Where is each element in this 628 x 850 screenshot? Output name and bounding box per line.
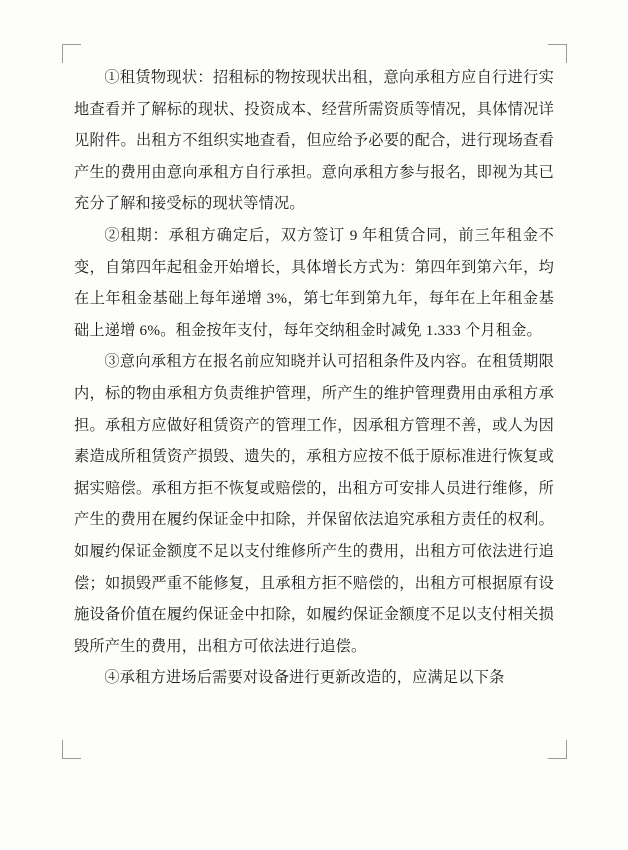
crop-mark-bottom-left [62,740,81,759]
crop-mark-bottom-right [548,740,567,759]
document-body [74,62,554,694]
crop-mark-top-right [548,44,567,63]
paragraph-1: ①租赁物现状：招租标的物按现状出租，意向承租方应自行进行实地查看并了解标的现状、投资成本、经营所需资质等情况，具体情况详见附件。出租方不组织实地查看，但应给予必要的配合，进行现场查看产生的费用由意向承租方自行承担。意向承租方参与报名，即视为其已充分了解和接受标的现状等情况。 [74,69,554,213]
paragraph-2: ②租期：承租方确定后，双方签订 9 年租赁合同，前三年租金不变，自第四年起租金开始增长，具体增长方式为：第四年到第六年，均在上年租金基础上每年递增 3%，第七年到第九年，每年在上年租金基础上递增 6%。租金按年支付，每年交纳租金时减免 1.333 个月租金。 [74,226,554,339]
paragraph-3: ③意向承租方在报名前应知晓并认可招租条件及内容。在租赁期限内，标的物由承租方负责维护管理，所产生的维护管理费用由承租方承担。承租方应做好租赁资产的管理工作，因承租方管理不善，或人为因素造成所租赁资产损毁、遗失的，承租方应按不低于原标准进行恢复或据实赔偿。承租方拒不恢复或赔偿的，出租方可安排人员进行维修，所产生的费用在履约保证金中扣除，并保留依法追究承租方责任的权利。如履约保证金额度不足以支付维修所产生的费用，出租方可依法进行追偿；如损毁严重不能修复，且承租方拒不赔偿的，出租方可根据原有设施设备价值在履约保证金中扣除，如履约保证金额度不足以支付相关损毁所产生的费用，出租方可依法进行追偿。 [74,353,554,655]
crop-mark-top-left [62,44,81,63]
paragraph-4: ④承租方进场后需要对设备进行更新改造的，应满足以下条 [104,669,505,687]
